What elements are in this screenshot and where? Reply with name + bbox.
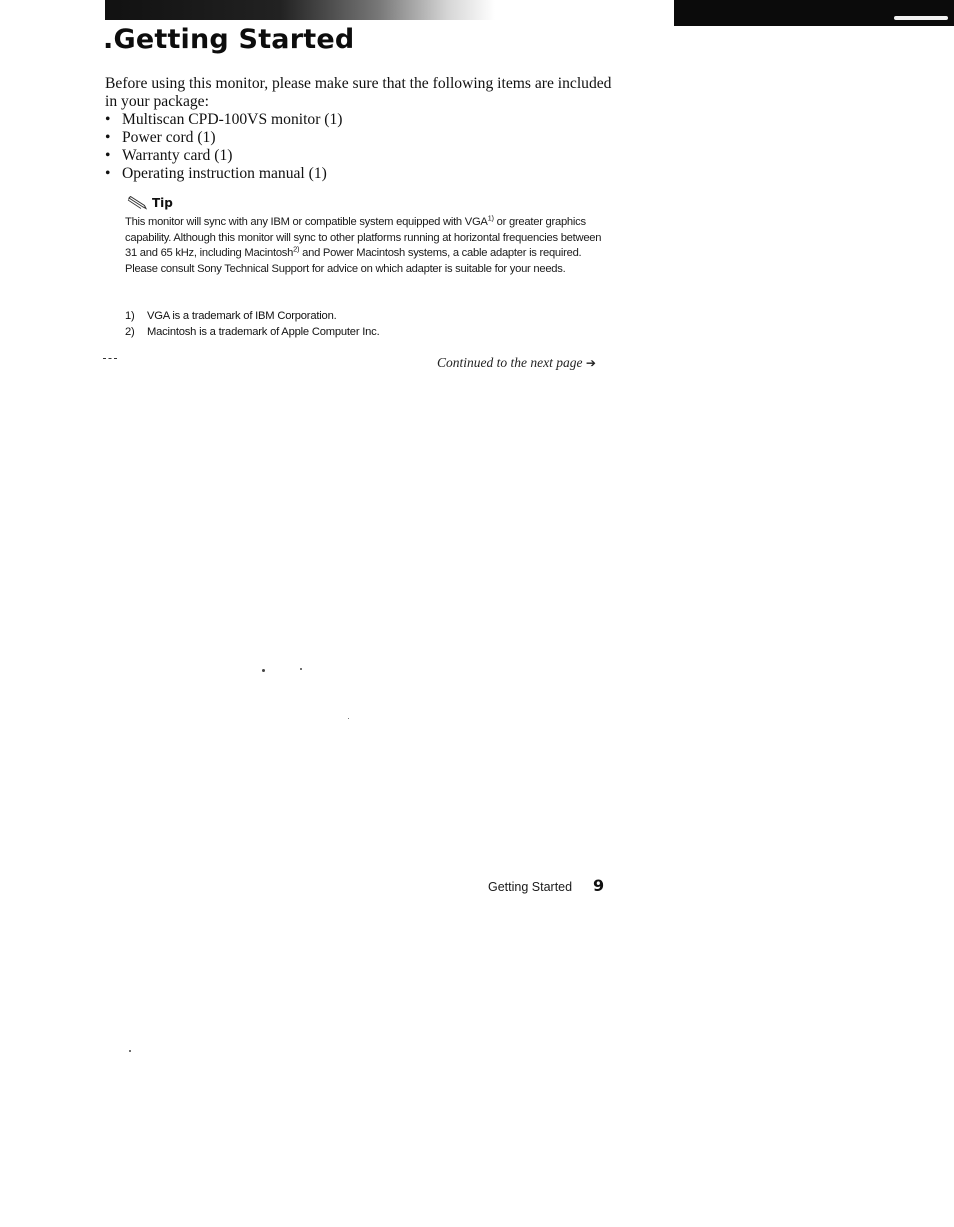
header-gradient-bar	[105, 0, 495, 20]
page-number: 9	[593, 876, 605, 895]
footnote-number: 2)	[125, 325, 135, 338]
scan-speck	[348, 718, 349, 719]
bullet: •	[105, 129, 111, 146]
tip-text-part: or greater graphics capability. Although this monitor will sync to other platforms running at horizontal frequencies between 31 and 65 kHz, including Macintosh	[125, 216, 602, 260]
footnote	[125, 325, 380, 341]
header-black-bar	[674, 0, 954, 26]
page-title	[103, 24, 354, 55]
intro-paragraph: Before using this monitor, please make sure that the following items are included in your package:	[105, 75, 612, 110]
header-bar-highlight	[894, 16, 948, 20]
arrow-right-icon: ➔	[585, 356, 596, 370]
list-item-label: Warranty card (1)	[122, 147, 233, 164]
list-item-label: Multiscan CPD-100VS monitor (1)	[122, 111, 343, 128]
list-item-label: Power cord (1)	[122, 129, 216, 146]
list-item	[105, 165, 342, 183]
pencil-icon	[127, 196, 149, 210]
package-items-list	[105, 111, 342, 183]
continued-note	[437, 355, 596, 371]
list-item-label: Operating instruction manual (1)	[122, 165, 327, 182]
continued-text: Continued to the next page	[437, 355, 583, 370]
dash-mark	[103, 358, 117, 361]
bullet: •	[105, 111, 111, 128]
footnote-text: VGA is a trademark of IBM Corporation.	[147, 310, 337, 322]
footnote-ref: 2)	[293, 244, 300, 254]
list-item	[105, 147, 342, 165]
title-mark: .	[103, 24, 114, 55]
tip-text	[125, 215, 610, 277]
bullet: •	[105, 165, 111, 182]
footnotes-list	[125, 309, 380, 340]
footnote-text: Macintosh is a trademark of Apple Computer Inc.	[147, 325, 380, 338]
tip-text-part: and Power Macintosh systems, a cable adapter is required. Please consult Sony Technical Support for advice on which adapter is suitable for your needs.	[125, 247, 582, 275]
footer-section-title: Getting Started	[488, 880, 573, 894]
scan-speck	[129, 1050, 131, 1052]
list-item	[105, 129, 342, 147]
scan-speck	[262, 669, 265, 672]
title-text: Getting Started	[113, 24, 355, 55]
scan-speck	[300, 668, 302, 670]
footnote	[125, 309, 380, 325]
footnote-ref: 1)	[487, 213, 494, 223]
tip-label: Tip	[152, 196, 173, 210]
tip-text-part: This monitor will sync with any IBM or compatible system equipped with VGA	[125, 216, 488, 228]
bullet: •	[105, 147, 111, 164]
footnote-number: 1)	[125, 310, 135, 322]
list-item	[105, 111, 342, 129]
tip-heading	[127, 196, 173, 210]
